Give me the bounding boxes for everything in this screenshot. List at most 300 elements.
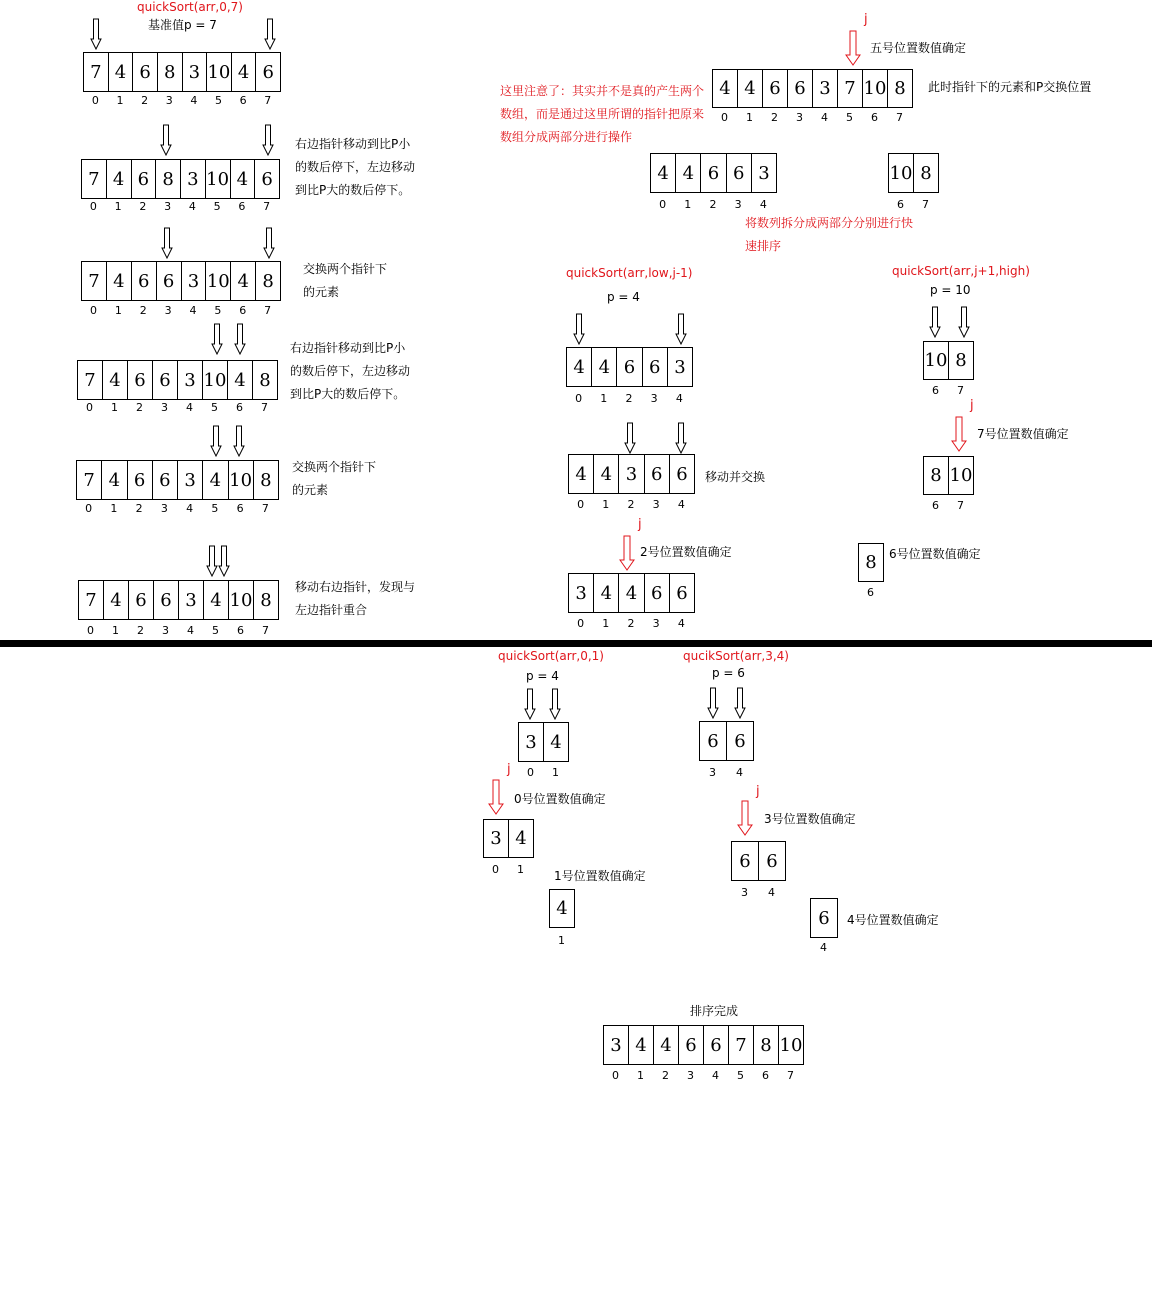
array-cell: 4 [592, 348, 617, 386]
arrow-shape [846, 31, 860, 65]
index-label: 4 [186, 401, 193, 414]
index-label: 0 [86, 401, 93, 414]
index-label: 3 [652, 617, 660, 630]
confirm-position-6: 6号位置数值确定 [889, 547, 981, 561]
index-label: 3 [650, 392, 658, 405]
attention-note-line-3: 数组分成两部分进行操作 [500, 130, 633, 144]
array-cell: 8 [254, 581, 279, 619]
index-label: 7 [263, 200, 271, 213]
index-label: 1 [111, 401, 118, 414]
index-label: 7 [787, 1069, 794, 1082]
index-label: 7 [922, 198, 929, 211]
arrow-shape [207, 546, 217, 576]
split-right-array [888, 153, 939, 193]
attention-note-line-1: 这里注意了：其实并不是真的产生两个 [500, 84, 705, 98]
array-cell: 6 [128, 361, 153, 399]
mid-left-step-3-indices [568, 617, 694, 630]
array-cell: 6 [763, 70, 788, 107]
pivot-label-p4-mid: p = 4 [607, 290, 640, 304]
index-row-step-6 [78, 624, 278, 637]
array-cell: 8 [256, 262, 281, 300]
index-label: 7 [261, 502, 269, 515]
array-cell: 8 [888, 70, 913, 107]
index-label: 5 [214, 304, 222, 317]
attention-note [500, 80, 704, 149]
array-step-6 [78, 580, 279, 620]
array-cell: 6 [132, 262, 157, 300]
arrow-shape [525, 689, 535, 719]
final-sorted-array [603, 1025, 804, 1065]
index-label: 4 [187, 624, 194, 637]
bottom-right-step-2-indices [731, 886, 785, 899]
index-label: 0 [612, 1069, 619, 1082]
index-label: 3 [709, 766, 716, 779]
title-quicksort-0-7: quickSort(arr,0,7) [137, 0, 243, 14]
array-cell: 10 [863, 70, 888, 107]
array-cell: 4 [104, 581, 129, 619]
index-label: 4 [189, 304, 197, 317]
index-label: 6 [236, 502, 244, 515]
array-cell: 8 [924, 457, 949, 494]
pointer-arrow-icon [624, 422, 636, 454]
index-label: 1 [602, 617, 610, 630]
array-cell: 7 [82, 262, 107, 300]
array-cell: 8 [754, 1026, 779, 1064]
j-label-mid-left: j [638, 517, 642, 532]
index-label: 0 [89, 200, 97, 213]
index-label: 2 [625, 392, 633, 405]
pivot-label-p6: p = 6 [712, 666, 745, 680]
j-pointer-arrow-icon [845, 30, 861, 66]
index-label: 6 [932, 499, 939, 512]
index-label: 0 [721, 111, 728, 124]
array-cell: 6 [727, 722, 754, 760]
pointer-arrow-icon [161, 227, 173, 259]
array-cell: 6 [727, 154, 752, 192]
mid-right-step-2-indices [923, 499, 973, 512]
bottom-left-step-2-indices [483, 863, 533, 876]
index-label: 6 [871, 111, 878, 124]
index-label: 0 [577, 498, 585, 511]
index-label: 4 [821, 111, 828, 124]
note-step-6-line-2: 左边指针重合 [295, 603, 368, 617]
array-cell: 6 [759, 842, 786, 880]
bottom-left-step-3-indices [549, 934, 574, 947]
index-label: 5 [212, 624, 219, 637]
array-cell: 10 [229, 461, 254, 499]
index-label: 2 [137, 624, 144, 637]
index-label: 0 [527, 766, 534, 779]
title-quicksort-3-4: qucikSort(arr,3,4) [683, 649, 789, 663]
pointer-arrow-icon [264, 18, 276, 50]
confirm-position-3: 3号位置数值确定 [764, 812, 856, 826]
array-cell: 4 [651, 154, 676, 192]
index-label: 3 [734, 198, 742, 211]
confirm-position-7: 7号位置数值确定 [977, 427, 1069, 441]
index-label: 6 [239, 304, 247, 317]
array-cell: 4 [228, 361, 253, 399]
index-label: 3 [741, 886, 748, 899]
array-cell: 6 [256, 53, 281, 91]
title-quicksort-low: quickSort(arr,low,j-1) [566, 266, 693, 280]
sort-complete-label: 排序完成 [690, 1004, 739, 1018]
index-label: 3 [165, 94, 173, 107]
title-quicksort-0-1: quickSort(arr,0,1) [498, 649, 604, 663]
pointer-arrow-icon [929, 306, 941, 338]
array-cell: 6 [732, 842, 759, 880]
array-cell: 4 [231, 262, 256, 300]
array-cell: 4 [203, 461, 228, 499]
arrow-shape [676, 423, 686, 453]
arrow-shape [738, 801, 752, 835]
index-label: 1 [114, 200, 122, 213]
array-cell: 6 [645, 455, 670, 493]
index-label: 5 [211, 401, 218, 414]
index-label: 6 [762, 1069, 769, 1082]
arrow-shape [735, 688, 745, 718]
array-cell: 6 [129, 581, 154, 619]
array-cell: 3 [182, 262, 207, 300]
array-cell: 3 [604, 1026, 629, 1064]
j-label-mid-right: j [970, 398, 974, 413]
array-cell: 6 [255, 160, 280, 198]
index-label: 6 [236, 401, 243, 414]
arrow-shape [235, 324, 245, 354]
index-label: 7 [957, 499, 964, 512]
index-label: 4 [677, 617, 685, 630]
index-label: 1 [602, 498, 610, 511]
title-quicksort-high: quickSort(arr,j+1,high) [892, 264, 1030, 278]
j-pointer-arrow-icon [488, 779, 504, 815]
index-label: 2 [627, 498, 635, 511]
index-label: 4 [736, 766, 743, 779]
array-cell: 3 [179, 581, 204, 619]
array-cell: 3 [178, 461, 203, 499]
index-label: 5 [213, 200, 221, 213]
pointer-arrow-icon [218, 545, 230, 577]
array-cell: 10 [203, 361, 228, 399]
arrow-shape [162, 228, 172, 258]
split-note-line-1: 将数列拆分成两部分分别进行快 [745, 216, 914, 230]
array-cell: 3 [519, 723, 544, 761]
pointer-arrow-icon [262, 124, 274, 156]
array-cell: 3 [752, 154, 777, 192]
note-step-5-line-2: 的元素 [292, 483, 329, 497]
confirm-position-5: 五号位置数值确定 [870, 41, 967, 55]
index-label: 0 [89, 304, 97, 317]
bottom-right-step-2-array [731, 841, 786, 881]
attention-note-line-2: 数组，而是通过这里所谓的指针把原来 [500, 107, 705, 121]
note-step-4-line-1: 右边指针移动到比P小 [290, 341, 406, 355]
array-cell: 7 [838, 70, 863, 107]
array-cell: 6 [153, 361, 178, 399]
pointer-arrow-icon [211, 323, 223, 355]
array-cell: 10 [207, 53, 232, 91]
index-label: 4 [768, 886, 775, 899]
bottom-left-step-3-array [549, 889, 575, 928]
bottom-right-step-3-indices [810, 941, 837, 954]
array-cell: 10 [779, 1026, 804, 1064]
index-label: 4 [677, 498, 685, 511]
array-cell: 6 [811, 899, 838, 937]
index-label: 3 [160, 502, 168, 515]
index-label: 2 [139, 304, 147, 317]
bottom-left-step-1-indices [518, 766, 568, 779]
pointer-arrow-icon [734, 687, 746, 719]
pointer-arrow-icon [206, 545, 218, 577]
index-label: 6 [238, 200, 246, 213]
array-cell: 7 [84, 53, 109, 91]
array-after-partition [712, 69, 913, 108]
index-label: 3 [161, 401, 168, 414]
array-cell: 3 [484, 820, 509, 857]
array-cell: 3 [619, 455, 644, 493]
index-label: 4 [820, 941, 827, 954]
index-label: 1 [600, 392, 608, 405]
index-label: 0 [91, 94, 99, 107]
index-label: 5 [737, 1069, 744, 1082]
j-label-bottom-left: j [507, 762, 511, 777]
array-cell: 6 [788, 70, 813, 107]
note-step-4-line-2: 的数后停下，左边移动 [290, 364, 411, 378]
index-label: 7 [264, 94, 272, 107]
pointer-arrow-icon [958, 306, 970, 338]
index-label: 7 [957, 384, 964, 397]
index-row-step-4 [77, 401, 277, 414]
array-cell: 4 [544, 723, 569, 761]
index-label: 1 [552, 766, 559, 779]
index-label: 6 [932, 384, 939, 397]
index-label: 4 [188, 200, 196, 213]
mid-right-step-1-indices [923, 384, 973, 397]
arrow-shape [264, 228, 274, 258]
arrow-shape [219, 546, 229, 576]
array-cell: 4 [231, 160, 256, 198]
array-cell: 4 [594, 455, 619, 493]
bottom-left-step-1-array [518, 722, 569, 762]
arrow-shape [620, 536, 634, 570]
index-label: 6 [237, 624, 244, 637]
array-cell: 3 [668, 348, 693, 386]
index-label: 4 [186, 502, 194, 515]
index-label: 7 [261, 401, 268, 414]
index-label: 1 [637, 1069, 644, 1082]
pointer-arrow-icon [707, 687, 719, 719]
array-cell: 4 [509, 820, 534, 857]
array-step-1 [83, 52, 281, 92]
array-cell: 4 [676, 154, 701, 192]
note-step-3-line-1: 交换两个指针下 [303, 262, 388, 276]
index-label: 2 [136, 401, 143, 414]
index-label: 2 [627, 617, 635, 630]
array-cell: 6 [643, 348, 668, 386]
index-label: 2 [139, 200, 147, 213]
array-cell: 6 [154, 581, 179, 619]
arrow-shape [625, 423, 635, 453]
array-cell: 4 [713, 70, 738, 107]
index-label: 1 [517, 863, 524, 876]
array-cell: 4 [107, 262, 132, 300]
pointer-arrow-icon [233, 425, 245, 457]
note-step-5 [292, 456, 376, 502]
array-cell: 8 [156, 160, 181, 198]
array-cell: 4 [232, 53, 257, 91]
array-cell: 3 [183, 53, 208, 91]
mid-right-step-3-indices [858, 586, 883, 599]
array-cell: 10 [229, 581, 254, 619]
arrow-shape [489, 780, 503, 814]
array-cell: 10 [206, 262, 231, 300]
mid-left-step-3-array [568, 573, 695, 613]
note-step-2-line-2: 的数后停下，左边移动 [295, 160, 416, 174]
array-cell: 4 [594, 574, 619, 612]
index-label: 1 [114, 304, 122, 317]
index-label: 0 [575, 392, 583, 405]
section-divider [0, 640, 1152, 647]
note-step-6-line-1: 移动右边指针，发现与 [295, 580, 416, 594]
index-label: 5 [846, 111, 853, 124]
array-cell: 10 [889, 154, 914, 192]
array-cell: 10 [924, 342, 949, 379]
split-right-indices [888, 198, 938, 211]
note-step-4-line-3: 到比P大的数后停下。 [290, 387, 406, 401]
index-label: 2 [662, 1069, 669, 1082]
array-cell: 10 [949, 457, 974, 494]
pointer-arrow-icon [210, 425, 222, 457]
confirm-position-0: 0号位置数值确定 [514, 792, 606, 806]
index-label: 0 [85, 502, 93, 515]
bottom-right-step-1-array [699, 721, 754, 761]
split-note [745, 212, 913, 258]
mid-left-step-2-array [568, 454, 695, 494]
index-label: 4 [759, 198, 767, 211]
array-step-2 [81, 159, 280, 199]
index-label: 3 [652, 498, 660, 511]
array-cell: 7 [79, 581, 104, 619]
note-step-2-line-3: 到比P大的数后停下。 [295, 183, 411, 197]
index-label: 3 [796, 111, 803, 124]
index-row-after-partition [712, 111, 912, 124]
final-sorted-indices [603, 1069, 803, 1082]
pointer-arrow-icon [263, 227, 275, 259]
arrow-shape [708, 688, 718, 718]
split-left-indices [650, 198, 776, 211]
index-label: 2 [135, 502, 143, 515]
index-label: 0 [577, 617, 585, 630]
array-step-3 [81, 261, 281, 301]
index-label: 1 [684, 198, 692, 211]
j-pointer-arrow-icon [951, 416, 967, 452]
index-label: 2 [709, 198, 717, 211]
index-label: 6 [897, 198, 904, 211]
array-cell: 8 [949, 342, 974, 379]
array-cell: 3 [181, 160, 206, 198]
note-step-3-line-2: 的元素 [303, 285, 340, 299]
arrow-shape [161, 125, 171, 155]
arrow-shape [676, 314, 686, 344]
index-label: 6 [867, 586, 874, 599]
array-step-4 [77, 360, 278, 400]
pointer-arrow-icon [234, 323, 246, 355]
arrow-shape [959, 307, 969, 337]
split-note-line-2: 速排序 [745, 239, 782, 253]
array-cell: 8 [914, 154, 939, 192]
array-cell: 7 [729, 1026, 754, 1064]
j-pointer-arrow-icon [737, 800, 753, 836]
array-cell: 7 [77, 461, 102, 499]
index-row-step-1 [83, 94, 280, 107]
mid-left-step-1-array [566, 347, 693, 387]
array-cell: 8 [254, 461, 279, 499]
pivot-label-p10: p = 10 [930, 283, 971, 297]
pointer-arrow-icon [160, 124, 172, 156]
arrow-shape [211, 426, 221, 456]
note-step-4 [290, 337, 410, 406]
index-label: 1 [116, 94, 124, 107]
array-cell: 4 [550, 890, 575, 927]
arrow-shape [265, 19, 275, 49]
split-left-array [650, 153, 777, 193]
array-cell: 6 [679, 1026, 704, 1064]
bottom-left-step-2-array [483, 819, 534, 858]
array-cell: 4 [102, 461, 127, 499]
mid-right-step-3-array [858, 543, 884, 582]
index-label: 1 [558, 934, 565, 947]
array-cell: 6 [670, 455, 695, 493]
array-cell: 8 [253, 361, 278, 399]
index-label: 0 [87, 624, 94, 637]
swap-with-pivot-note: 此时指针下的元素和P交换位置 [928, 80, 1092, 94]
array-cell: 6 [128, 461, 153, 499]
mid-right-step-1-array [923, 341, 974, 380]
j-label-bottom-right: j [756, 784, 760, 799]
arrow-shape [212, 324, 222, 354]
array-cell: 6 [700, 722, 727, 760]
array-cell: 3 [813, 70, 838, 107]
index-label: 4 [675, 392, 683, 405]
array-cell: 6 [645, 574, 670, 612]
array-cell: 3 [178, 361, 203, 399]
array-cell: 4 [567, 348, 592, 386]
arrow-shape [550, 689, 560, 719]
array-cell: 4 [103, 361, 128, 399]
bottom-right-step-3-array [810, 898, 838, 938]
index-row-step-2 [81, 200, 279, 213]
pointer-arrow-icon [549, 688, 561, 720]
index-row-step-3 [81, 304, 280, 317]
array-cell: 6 [617, 348, 642, 386]
mid-left-step-1-indices [566, 392, 692, 405]
array-cell: 6 [704, 1026, 729, 1064]
array-cell: 8 [158, 53, 183, 91]
confirm-position-4: 4号位置数值确定 [847, 913, 939, 927]
confirm-position-1: 1号位置数值确定 [554, 869, 646, 883]
index-label: 7 [264, 304, 272, 317]
array-cell: 8 [859, 544, 884, 581]
arrow-shape [574, 314, 584, 344]
array-cell: 7 [82, 160, 107, 198]
move-and-swap-note: 移动并交换 [705, 470, 766, 484]
index-label: 1 [746, 111, 753, 124]
mid-right-step-2-array [923, 456, 974, 495]
j-label-top: j [864, 12, 868, 27]
arrow-shape [930, 307, 940, 337]
index-label: 4 [712, 1069, 719, 1082]
index-label: 6 [239, 94, 247, 107]
array-step-5 [76, 460, 279, 500]
note-step-2-line-1: 右边指针移动到比P小 [295, 137, 411, 151]
index-label: 0 [659, 198, 667, 211]
